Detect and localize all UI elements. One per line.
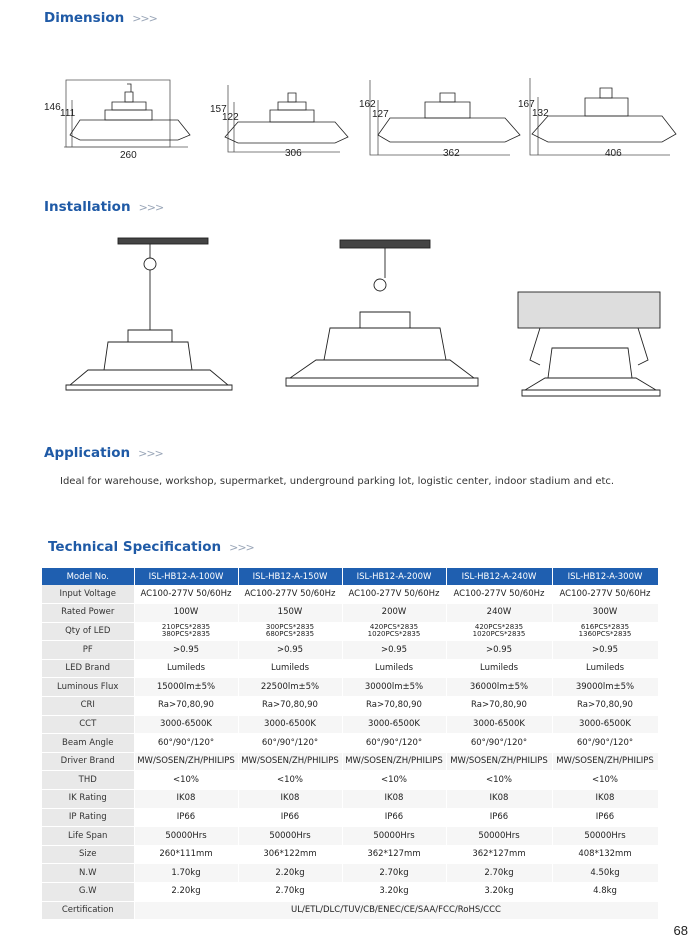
dim-4-w: 406: [605, 148, 622, 159]
table-row: [42, 678, 658, 697]
dim-3-h2: 127: [372, 109, 389, 120]
cell-value: 60°/90°/120°: [134, 734, 238, 753]
table-row: [42, 883, 658, 902]
cell-value: 200W: [342, 604, 446, 623]
certification-row: [42, 901, 658, 920]
cell-value: Lumileds: [342, 659, 446, 678]
lamp-drawing-2: [225, 85, 348, 152]
cell-value: 2.70kg: [238, 883, 342, 902]
install-hook-drawing: [286, 240, 478, 386]
lamp-drawing-4: [530, 78, 676, 155]
cell-value: IK08: [134, 790, 238, 809]
table-row: [42, 827, 658, 846]
chevron-icon: >>>: [132, 12, 157, 25]
cell-value: IP66: [134, 808, 238, 827]
cell-value: 2.70kg: [446, 864, 552, 883]
table-row: [42, 715, 658, 734]
row-label: CCT: [42, 715, 134, 734]
cell-value: MW/SOSEN/ZH/PHILIPS: [238, 752, 342, 771]
cell-value: 2.20kg: [134, 883, 238, 902]
cell-value: 260*111mm: [134, 845, 238, 864]
chevron-icon: >>>: [138, 447, 163, 460]
table-row: [42, 752, 658, 771]
row-label: IP Rating: [42, 808, 134, 827]
cell-value: 3.20kg: [342, 883, 446, 902]
cell-value: 4.8kg: [552, 883, 658, 902]
dim-4-h2: 132: [532, 108, 549, 119]
cell-value: IP66: [446, 808, 552, 827]
dim-3-h1: 162: [359, 99, 376, 110]
row-label: IK Rating: [42, 790, 134, 809]
cell-value: 210PCS*2835 380PCS*2835: [134, 622, 238, 641]
row-label: PF: [42, 641, 134, 660]
cell-value: 60°/90°/120°: [238, 734, 342, 753]
cell-value: 15000lm±5%: [134, 678, 238, 697]
row-label: Input Voltage: [42, 585, 134, 604]
chevron-icon: >>>: [138, 201, 164, 214]
cell-value: >0.95: [552, 641, 658, 660]
cell-value: 616PCS*2835 1360PCS*2835: [552, 622, 658, 641]
dimension-title-text: Dimension: [44, 10, 125, 26]
table-row: [42, 771, 658, 790]
cell-value: 60°/90°/120°: [342, 734, 446, 753]
cell-value: >0.95: [238, 641, 342, 660]
table-row: [42, 641, 658, 660]
cell-value: AC100-277V 50/60Hz: [342, 585, 446, 604]
dim-1-h1: 146: [44, 102, 61, 113]
cell-value: MW/SOSEN/ZH/PHILIPS: [446, 752, 552, 771]
row-label: Life Span: [42, 827, 134, 846]
cell-value: IK08: [238, 790, 342, 809]
application-title-text: Application: [44, 445, 131, 461]
header-150w: ISL-HB12-A-150W: [238, 568, 342, 585]
row-label: Beam Angle: [42, 734, 134, 753]
row-label: LED Brand: [42, 659, 134, 678]
table-row: [42, 734, 658, 753]
cell-value: IK08: [552, 790, 658, 809]
cell-value: Lumileds: [552, 659, 658, 678]
cell-value: AC100-277V 50/60Hz: [446, 585, 552, 604]
header-300w: ISL-HB12-A-300W: [552, 568, 658, 585]
dim-4-h1: 167: [518, 99, 535, 110]
certification-label: Certification: [42, 901, 134, 920]
row-label: G.W: [42, 883, 134, 902]
cell-value: 100W: [134, 604, 238, 623]
cell-value: 240W: [446, 604, 552, 623]
certification-value: UL/ETL/DLC/TUV/CB/ENEC/CE/SAA/FCC/RoHS/CCC: [134, 901, 658, 920]
table-row: [42, 697, 658, 716]
cell-value: 3000-6500K: [238, 715, 342, 734]
cell-value: 22500lm±5%: [238, 678, 342, 697]
dimension-drawings: [0, 40, 700, 170]
installation-title-text: Installation: [44, 199, 131, 215]
cell-value: 50000Hrs: [552, 827, 658, 846]
header-model: Model No.: [42, 568, 134, 585]
table-row: [42, 585, 658, 604]
cell-value: <10%: [552, 771, 658, 790]
row-label: Rated Power: [42, 604, 134, 623]
cell-value: 30000lm±5%: [342, 678, 446, 697]
row-label: Driver Brand: [42, 752, 134, 771]
cell-value: 39000lm±5%: [552, 678, 658, 697]
cell-value: Lumileds: [238, 659, 342, 678]
table-row: [42, 808, 658, 827]
install-chain-hook-drawing: [66, 238, 232, 390]
cell-value: 50000Hrs: [134, 827, 238, 846]
dimension-title: [44, 10, 157, 26]
cell-value: IP66: [552, 808, 658, 827]
cell-value: Ra>70,80,90: [342, 697, 446, 716]
spec-table: [42, 568, 659, 920]
application-description: Ideal for warehouse, workshop, supermarket, underground parking lot, logistic center, indoor stadium and etc.: [60, 476, 615, 487]
cell-value: 4.50kg: [552, 864, 658, 883]
dim-3-w: 362: [443, 148, 460, 159]
cell-value: 2.20kg: [238, 864, 342, 883]
cell-value: Lumileds: [134, 659, 238, 678]
header-100w: ISL-HB12-A-100W: [134, 568, 238, 585]
cell-value: 3.20kg: [446, 883, 552, 902]
cell-value: <10%: [238, 771, 342, 790]
header-240w: ISL-HB12-A-240W: [446, 568, 552, 585]
row-label: Luminous Flux: [42, 678, 134, 697]
cell-value: 362*127mm: [342, 845, 446, 864]
row-label: Size: [42, 845, 134, 864]
cell-value: 408*132mm: [552, 845, 658, 864]
dim-2-h1: 157: [210, 104, 227, 115]
cell-value: 3000-6500K: [342, 715, 446, 734]
cell-value: 362*127mm: [446, 845, 552, 864]
cell-value: 50000Hrs: [446, 827, 552, 846]
dim-2-w: 306: [285, 148, 302, 159]
spec-title-text: Technical Specification: [48, 539, 222, 555]
cell-value: 3000-6500K: [552, 715, 658, 734]
spec-header-row: [42, 568, 658, 585]
cell-value: 300PCS*2835 680PCS*2835: [238, 622, 342, 641]
cell-value: 3000-6500K: [134, 715, 238, 734]
cell-value: >0.95: [446, 641, 552, 660]
cell-value: 3000-6500K: [446, 715, 552, 734]
lamp-drawing-1: [64, 80, 190, 147]
row-label: CRI: [42, 697, 134, 716]
cell-value: <10%: [342, 771, 446, 790]
cell-value: AC100-277V 50/60Hz: [552, 585, 658, 604]
cell-value: Ra>70,80,90: [238, 697, 342, 716]
install-bracket-drawing: [518, 292, 660, 396]
cell-value: 60°/90°/120°: [446, 734, 552, 753]
table-row: [42, 845, 658, 864]
cell-value: >0.95: [134, 641, 238, 660]
cell-value: 36000lm±5%: [446, 678, 552, 697]
cell-value: IP66: [238, 808, 342, 827]
cell-value: 300W: [552, 604, 658, 623]
cell-value: <10%: [446, 771, 552, 790]
cell-value: 1.70kg: [134, 864, 238, 883]
row-label: THD: [42, 771, 134, 790]
spec-title: [48, 539, 254, 555]
cell-value: 50000Hrs: [238, 827, 342, 846]
lamp-drawing-3: [370, 80, 520, 155]
cell-value: MW/SOSEN/ZH/PHILIPS: [552, 752, 658, 771]
table-row: [42, 790, 658, 809]
cell-value: 420PCS*2835 1020PCS*2835: [342, 622, 446, 641]
cell-value: 420PCS*2835 1020PCS*2835: [446, 622, 552, 641]
page-number: 68: [673, 923, 688, 938]
header-200w: ISL-HB12-A-200W: [342, 568, 446, 585]
cell-value: <10%: [134, 771, 238, 790]
cell-value: Lumileds: [446, 659, 552, 678]
installation-drawings: [0, 230, 700, 410]
cell-value: MW/SOSEN/ZH/PHILIPS: [342, 752, 446, 771]
cell-value: 150W: [238, 604, 342, 623]
cell-value: 50000Hrs: [342, 827, 446, 846]
cell-value: Ra>70,80,90: [446, 697, 552, 716]
cell-value: MW/SOSEN/ZH/PHILIPS: [134, 752, 238, 771]
dim-1-h2: 111: [60, 108, 76, 119]
dim-1-w: 260: [120, 150, 137, 161]
cell-value: 306*122mm: [238, 845, 342, 864]
installation-title: [44, 199, 163, 215]
dim-2-h2: 122: [222, 112, 239, 123]
cell-value: IP66: [342, 808, 446, 827]
spec-body: [42, 585, 658, 920]
cell-value: IK08: [342, 790, 446, 809]
table-row: [42, 864, 658, 883]
cell-value: IK08: [446, 790, 552, 809]
cell-value: AC100-277V 50/60Hz: [238, 585, 342, 604]
cell-value: Ra>70,80,90: [134, 697, 238, 716]
table-row: [42, 659, 658, 678]
cell-value: 2.70kg: [342, 864, 446, 883]
table-row: [42, 604, 658, 623]
row-label: N.W: [42, 864, 134, 883]
chevron-icon: >>>: [229, 541, 254, 554]
cell-value: >0.95: [342, 641, 446, 660]
cell-value: AC100-277V 50/60Hz: [134, 585, 238, 604]
row-label: Qty of LED: [42, 622, 134, 641]
table-row: [42, 622, 658, 641]
cell-value: 60°/90°/120°: [552, 734, 658, 753]
cell-value: Ra>70,80,90: [552, 697, 658, 716]
application-title: [44, 445, 163, 461]
